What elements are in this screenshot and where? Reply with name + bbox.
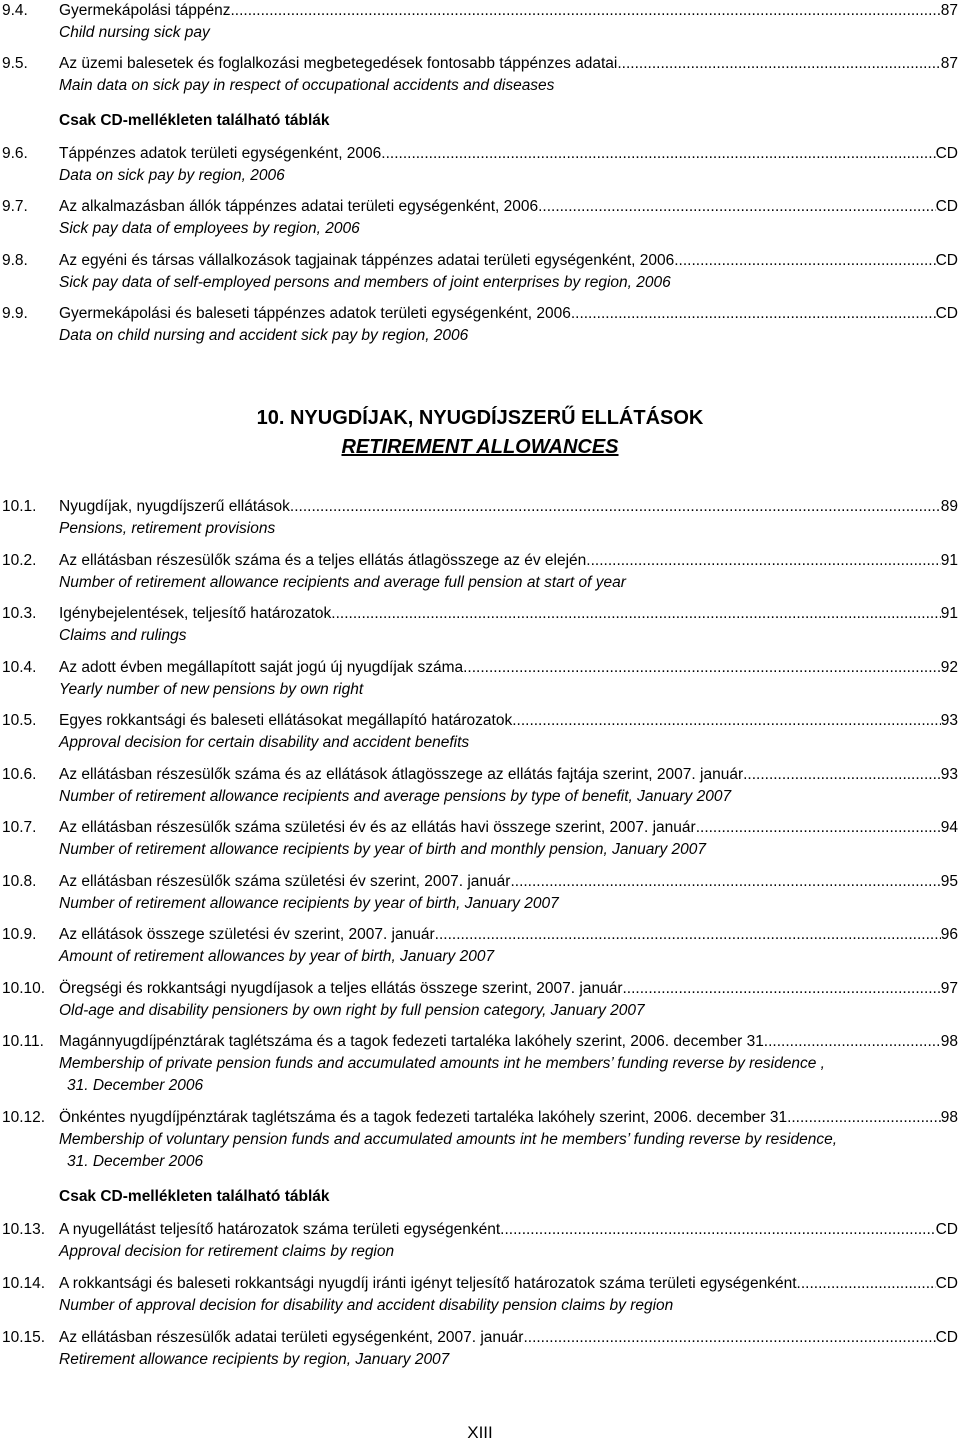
toc-entry-9-8[interactable] xyxy=(0,250,960,294)
entry-title-en: Main data on sick pay in respect of occupational accidents and diseases xyxy=(59,77,555,94)
entry-page: 87 xyxy=(940,55,958,72)
entry-page: CD xyxy=(935,198,958,215)
dot-leader xyxy=(435,924,941,946)
toc-entry-10-15[interactable] xyxy=(0,1327,960,1371)
page-number: XIII xyxy=(467,1423,493,1442)
entry-page: 95 xyxy=(940,873,958,890)
dot-leader xyxy=(791,1107,940,1129)
cd-only-heading: Csak CD-mellékleten található táblák xyxy=(59,112,330,129)
toc-entry-10-12[interactable] xyxy=(0,1107,960,1173)
entry-title-en: Pensions, retirement provisions xyxy=(59,520,276,537)
entry-title-hu: Az egyéni és társas vállalkozások tagjainak táppénzes adatai területi egységenként, 2006 xyxy=(59,252,675,269)
toc-entry-10-11[interactable] xyxy=(0,1031,960,1097)
dot-leader xyxy=(623,978,941,1000)
entry-page: 96 xyxy=(940,926,958,943)
entry-title-en: Number of approval decision for disability and accident disability pension claims by region xyxy=(59,1297,674,1314)
entry-title-en: Membership of private pension funds and accumulated amounts int he members’ funding reverse by residence , xyxy=(59,1055,825,1072)
entry-page: CD xyxy=(935,1221,958,1238)
entry-title-hu: Az ellátásban részesülők száma születési év szerint, 2007. január xyxy=(59,873,511,890)
entry-title-en: Sick pay data of self-employed persons and members of joint enterprises by region, 2006 xyxy=(59,274,671,291)
dot-leader xyxy=(512,710,941,732)
entry-page: CD xyxy=(935,1275,958,1292)
entry-title-hu: Az adott évben megállapított saját jogú új nyugdíjak száma xyxy=(59,659,464,676)
chapter-title-en: RETIREMENT ALLOWANCES xyxy=(341,436,619,458)
entry-title-hu: Igénybejelentések, teljesítő határozatok xyxy=(59,605,332,622)
dot-leader xyxy=(510,871,940,893)
entry-title-hu: Az ellátásban részesülők száma születési év és az ellátás havi összege szerint, 2007. január xyxy=(59,819,696,836)
toc-entry-10-7[interactable] xyxy=(0,817,960,861)
entry-number: 10.3. xyxy=(2,605,37,622)
entry-title-hu: Az ellátásban részesülők száma és az ellátások átlagösszege az ellátás fajtája szerint, 2007. január xyxy=(59,766,744,783)
entry-title-en: Number of retirement allowance recipients and average pensions by type of benefit, January 2007 xyxy=(59,788,732,805)
entry-page: CD xyxy=(935,252,958,269)
entry-number: 10.10. xyxy=(2,980,46,997)
toc-entry-10-4[interactable] xyxy=(0,657,960,701)
entry-title-hu: A nyugellátást teljesítő határozatok száma területi egységenként xyxy=(59,1221,501,1238)
toc-entry-10-1[interactable] xyxy=(0,496,960,540)
entry-number: 10.8. xyxy=(2,873,37,890)
entry-number: 10.2. xyxy=(2,552,37,569)
entry-title-en: Approval decision for certain disability and accident benefits xyxy=(59,734,470,751)
entry-number: 10.15. xyxy=(2,1329,46,1346)
entry-title-en: Amount of retirement allowances by year of birth, January 2007 xyxy=(59,948,495,965)
entry-number: 10.1. xyxy=(2,498,37,515)
entry-page: 91 xyxy=(940,552,958,569)
entry-title-hu: Magánnyugdíjpénztárak taglétszáma és a tagok fedezeti tartaléka lakóhely szerint, 2006. december 31. xyxy=(59,1033,769,1050)
entry-page: CD xyxy=(935,1329,958,1346)
dot-leader xyxy=(290,496,941,518)
entry-number: 10.6. xyxy=(2,766,37,783)
entry-number: 10.9. xyxy=(2,926,37,943)
dot-leader xyxy=(617,53,940,75)
entry-number: 9.9. xyxy=(2,305,28,322)
entry-page: 87 xyxy=(940,2,958,19)
toc-entry-10-6[interactable] xyxy=(0,764,960,808)
entry-page: CD xyxy=(935,305,958,322)
entry-title-en-date: 31. December 2006 xyxy=(67,1153,204,1170)
dot-leader xyxy=(571,303,936,325)
entry-number: 10.11. xyxy=(2,1033,44,1050)
toc-entry-10-10[interactable] xyxy=(0,978,960,1022)
entry-title-hu: Az üzemi balesetek és foglalkozási megbetegedések fontosabb táppénzes adatai xyxy=(59,55,618,72)
toc-entry-10-13[interactable] xyxy=(0,1219,960,1263)
dot-leader xyxy=(463,657,941,679)
toc-entry-10-8[interactable] xyxy=(0,871,960,915)
entry-number: 10.4. xyxy=(2,659,37,676)
entry-number: 10.5. xyxy=(2,712,37,729)
entry-number: 10.13. xyxy=(2,1221,46,1238)
toc-entry-10-14[interactable] xyxy=(0,1273,960,1317)
entry-page: 93 xyxy=(940,766,958,783)
entry-title-hu: Táppénzes adatok területi egységenként, 2006 xyxy=(59,145,382,162)
dot-leader xyxy=(500,1219,935,1241)
entry-page: 94 xyxy=(940,819,958,836)
entry-number: 10.7. xyxy=(2,819,37,836)
entry-page: CD xyxy=(935,145,958,162)
toc-entry-10-9[interactable] xyxy=(0,924,960,968)
toc-entry-10-2[interactable] xyxy=(0,550,960,594)
entry-title-en-date: 31. December 2006 xyxy=(67,1077,204,1094)
entry-page: 98 xyxy=(940,1109,958,1126)
dot-leader xyxy=(331,603,940,625)
cd-only-heading: Csak CD-mellékleten található táblák xyxy=(59,1188,330,1205)
toc-entry-9-7[interactable] xyxy=(0,196,960,240)
dot-leader xyxy=(797,1273,936,1295)
entry-number: 9.6. xyxy=(2,145,28,162)
entry-title-hu: Az ellátásban részesülők adatai területi egységenként, 2007. január xyxy=(59,1329,524,1346)
entry-title-en: Sick pay data of employees by region, 2006 xyxy=(59,220,360,237)
entry-title-en: Child nursing sick pay xyxy=(59,24,210,41)
dot-leader xyxy=(586,550,940,572)
toc-entry-9-4[interactable] xyxy=(0,0,960,44)
entry-title-en: Membership of voluntary pension funds and accumulated amounts int he members’ funding reverse by residence, xyxy=(59,1131,838,1148)
entry-page: 98 xyxy=(940,1033,958,1050)
entry-page: 93 xyxy=(940,712,958,729)
entry-title-hu: Öregségi és rokkantsági nyugdíjasok a teljes ellátás összege szerint, 2007. január xyxy=(59,980,623,997)
entry-page: 97 xyxy=(940,980,958,997)
dot-leader xyxy=(230,0,940,22)
entry-title-hu: Az ellátásban részesülők száma és a teljes ellátás átlagösszege az év elején xyxy=(59,552,587,569)
entry-title-hu: Önkéntes nyugdíjpénztárak taglétszáma és a tagok fedezeti tartaléka lakóhely szerint, 2006. december 31. xyxy=(59,1109,792,1126)
entry-page: 92 xyxy=(940,659,958,676)
dot-leader xyxy=(538,196,936,218)
toc-entry-10-5[interactable] xyxy=(0,710,960,754)
entry-title-en: Data on child nursing and accident sick pay by region, 2006 xyxy=(59,327,469,344)
entry-title-hu: Nyugdíjak, nyugdíjszerű ellátások xyxy=(59,498,290,515)
entry-title-hu: Egyes rokkantsági és baleseti ellátásokat megállapító határozatok xyxy=(59,712,513,729)
toc-entry-10-3[interactable] xyxy=(0,603,960,647)
entry-title-hu: A rokkantsági és baleseti rokkantsági nyugdíj iránti igényt teljesítő határozatok száma területi egységenként xyxy=(59,1275,797,1292)
entry-page: 91 xyxy=(940,605,958,622)
entry-title-hu: Gyermekápolási táppénz xyxy=(59,2,231,19)
entry-number: 10.14. xyxy=(2,1275,46,1292)
chapter-title: 10. NYUGDÍJAK, NYUGDÍJSZERŰ ELLÁTÁSOK xyxy=(256,407,704,429)
entry-page: 89 xyxy=(940,498,958,515)
dot-leader xyxy=(523,1327,935,1349)
entry-title-en: Yearly number of new pensions by own right xyxy=(59,681,364,698)
dot-leader xyxy=(743,764,941,786)
entry-title-en: Number of retirement allowance recipients by year of birth and monthly pension, January 2007 xyxy=(59,841,707,858)
entry-title-en: Number of retirement allowance recipients and average full pension at start of year xyxy=(59,574,626,591)
entry-number: 9.7. xyxy=(2,198,28,215)
entry-title-hu: Az ellátások összege születési év szerint, 2007. január xyxy=(59,926,435,943)
entry-number: 9.8. xyxy=(2,252,28,269)
entry-title-en: Retirement allowance recipients by region, January 2007 xyxy=(59,1351,450,1368)
dot-leader xyxy=(674,250,935,272)
entry-title-en: Number of retirement allowance recipients by year of birth, January 2007 xyxy=(59,895,559,912)
entry-number: 10.12. xyxy=(2,1109,46,1126)
dot-leader xyxy=(696,817,941,839)
entry-title-en: Claims and rulings xyxy=(59,627,187,644)
toc-entry-9-6[interactable] xyxy=(0,143,960,187)
entry-title-en: Approval decision for retirement claims by region xyxy=(59,1243,395,1260)
toc-entry-9-9[interactable] xyxy=(0,303,960,347)
entry-number: 9.4. xyxy=(2,2,28,19)
toc-entry-9-5[interactable] xyxy=(0,53,960,97)
entry-number: 9.5. xyxy=(2,55,28,72)
entry-title-hu: Az alkalmazásban állók táppénzes adatai területi egységenként, 2006 xyxy=(59,198,539,215)
entry-title-en: Data on sick pay by region, 2006 xyxy=(59,167,285,184)
dot-leader xyxy=(381,143,935,165)
dot-leader xyxy=(768,1031,941,1053)
entry-title-en: Old-age and disability pensioners by own right by full pension category, January 2007 xyxy=(59,1002,645,1019)
entry-title-hu: Gyermekápolási és baleseti táppénzes adatok területi egységenként, 2006 xyxy=(59,305,571,322)
